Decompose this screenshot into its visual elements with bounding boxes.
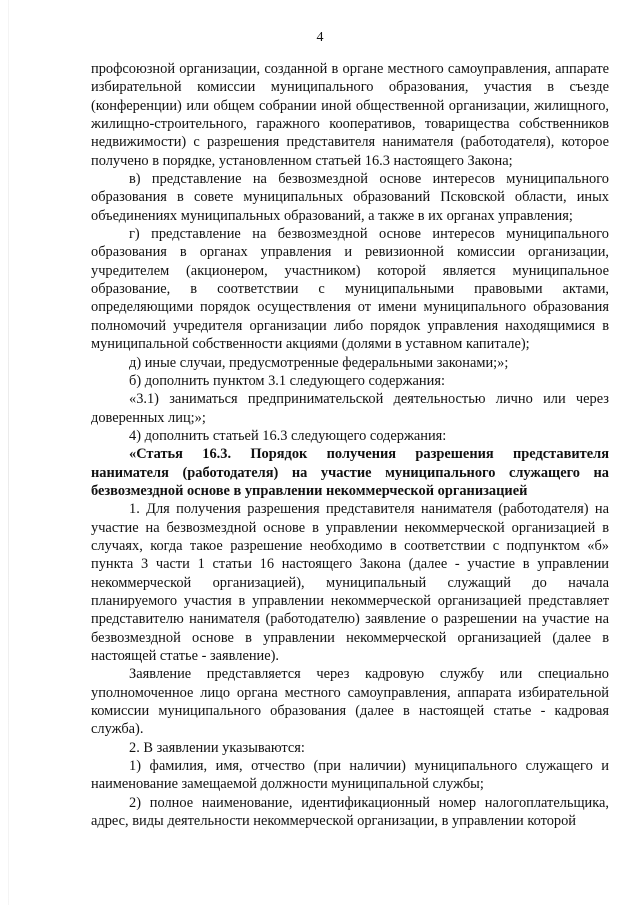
article-heading: «Статья 16.3. Порядок получения разрешения представителя нанимателя (работодателя) на участие муниципального служащего на безвозмездной основе в управлении некоммерческой организацией	[91, 446, 609, 499]
paragraph-item-g: г) представление на безвозмездной основе интересов муниципального образования в органах управления и ревизионной комиссии организации, учредителем (акционером, участником) которой является муниципальное образование, в соответствии с муниципальными правовыми актами, определяющими порядок осуществления от имени муниципального образования полномочий учредителя организации либо порядок управления находящимися в муниципальной собственности акциями (долями в уставном капитале);	[91, 226, 609, 353]
page-number: 4	[316, 30, 324, 45]
paragraph-clause-3-1: «3.1) заниматься предпринимательской деятельностью лично или через доверенных лиц;»;	[91, 391, 609, 426]
paragraph-item-1: 1) фамилия, имя, отчество (при наличии) муниципального служащего и наименование замещаемой должности муниципальной службы;	[91, 758, 609, 793]
document-body	[91, 60, 609, 830]
scan-edge-line	[8, 0, 9, 905]
paragraph-amend-4: 4) дополнить статьей 16.3 следующего содержания:	[129, 427, 447, 444]
paragraph-continuation: профсоюзной организации, созданной в органе местного самоуправления, аппарате избирательной комиссии муниципального образования, участия в съезде (конференции) или общем собрании иной общественной организации, жилищного, жилищно-строительного, гаражного кооперативов, товарищества собственников недвижимости) с разрешения представителя нанимателя (работодателя), которое получено в порядке, установленном статьей 16.3 настоящего Закона;	[91, 61, 609, 169]
paragraph-item-2: 2) полное наименование, идентификационный номер налогоплательщика, адрес, виды деятельности некоммерческой организации, в управлении которой	[91, 794, 609, 830]
paragraph-amend-b: б) дополнить пунктом 3.1 следующего содержания:	[129, 372, 445, 389]
paragraph-part-1: 1. Для получения разрешения представителя нанимателя (работодателя) на участие на безвозмездной основе в управлении некоммерческой организацией в случаях, когда такое разрешение необходимо в соответствии с подпунктом «б» пункта 3 части 1 статьи 16 настоящего Закона (далее - участие в управлении некоммерческой организацией), муниципальный служащий до начала планируемого участия в управлении некоммерческой организацией представляет представителю нанимателя (работодателю) заявление о разрешении на участие на безвозмездной основе в управлении некоммерческой организацией (далее в настоящей статье - заявление).	[91, 501, 609, 664]
paragraph-part-2: 2. В заявлении указываются:	[129, 739, 305, 756]
paragraph-submission: Заявление представляется через кадровую службу или специально уполномоченное лицо органа местного самоуправления, аппарата избирательной комиссии муниципального образования (далее в настоящей статье - кадровая служба).	[91, 666, 609, 738]
paragraph-item-d: д) иные случаи, предусмотренные федеральными законами;»;	[129, 354, 509, 371]
paragraph-item-v: в) представление на безвозмездной основе интересов муниципального образования в совете муниципальных образований Псковской области, иных объединениях муниципальных образований, а также в их органах управления;	[91, 171, 609, 224]
